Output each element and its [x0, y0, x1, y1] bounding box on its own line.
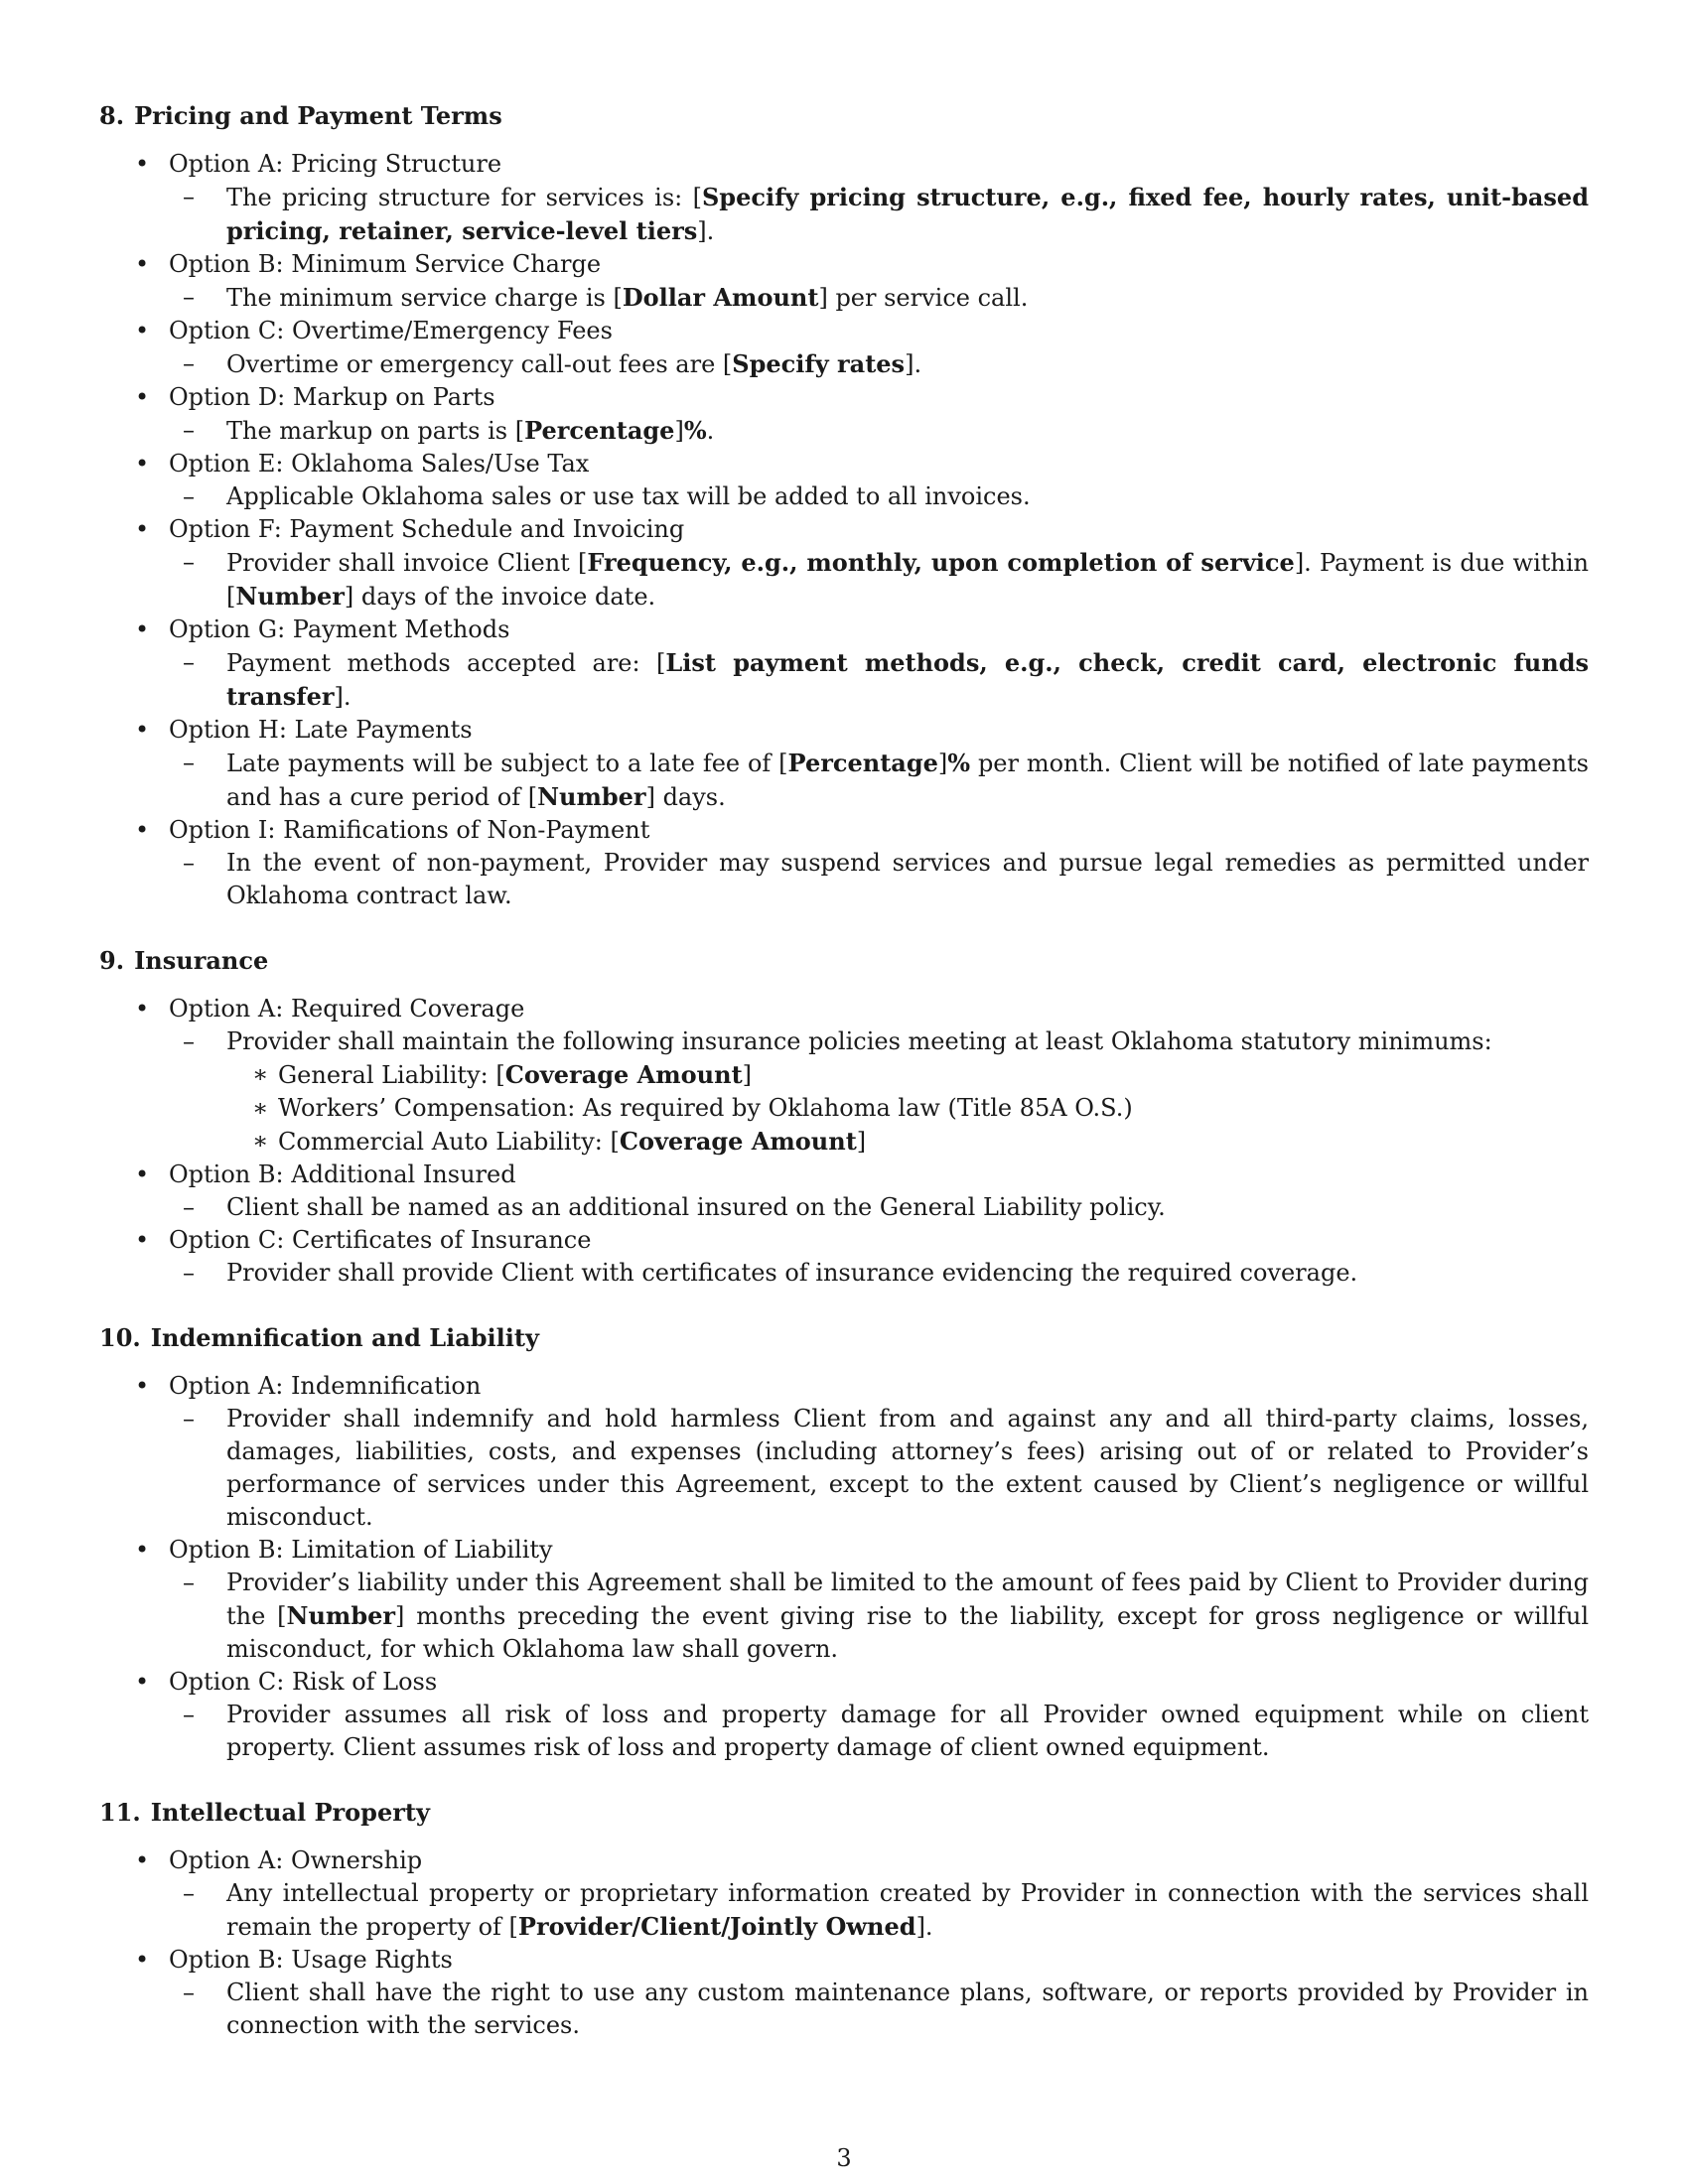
bullet-icon: •: [135, 816, 150, 844]
clause-item: [169, 181, 1589, 248]
clause-item: [169, 546, 1589, 614]
bullet-icon: •: [135, 150, 150, 178]
clause-text: Provider’s liability under this Agreement shall be limited to the amount of fees paid by Client to Provider during the [Number] months preceding the event giving rise to the liability, except for gross negligence or willful misconduct, for which Oklahoma law shall govern.: [226, 1569, 1590, 1663]
dash-icon: –: [183, 1879, 195, 1907]
option-list: [99, 1844, 1589, 2042]
section-number: 9.: [99, 946, 125, 975]
document-page: [99, 99, 1589, 2074]
clause-text: Payment methods accepted are: [List payment methods, e.g., check, credit card, electronic funds transfer].: [226, 648, 1589, 711]
dash-icon: –: [183, 349, 195, 377]
option-item: [99, 148, 1589, 248]
clause-text: Provider shall indemnify and hold harmless Client from and against any and all third-party claims, losses, damages, liabilities, costs, and expenses (including attorney’s fees) arising out of or related to Provider’s performance of services under this Agreement, except to the extent caused by Client’s negligence or willful misconduct.: [226, 1405, 1589, 1531]
option-label: Option C: Risk of Loss: [169, 1668, 438, 1696]
asterisk-icon: ∗: [252, 1094, 269, 1122]
coverage-item: [226, 1125, 1589, 1159]
option-item: [99, 814, 1589, 912]
bullet-icon: •: [135, 1160, 150, 1188]
option-item: [99, 1534, 1589, 1666]
coverage-text: General Liability: [Coverage Amount]: [278, 1060, 753, 1089]
option-label: Option A: Ownership: [169, 1846, 423, 1874]
clause-list: [169, 181, 1589, 248]
dash-icon: –: [183, 283, 195, 311]
dash-icon: –: [183, 749, 195, 776]
coverage-item: [226, 1092, 1589, 1125]
dash-icon: –: [183, 1701, 195, 1728]
dash-icon: –: [183, 482, 195, 510]
dash-icon: –: [183, 1979, 195, 2006]
asterisk-icon: ∗: [252, 1127, 269, 1155]
dash-icon: –: [183, 416, 195, 444]
clause-item: [169, 414, 1589, 448]
clause-item: [169, 1025, 1589, 1159]
clause-list: [169, 1567, 1589, 1666]
dash-icon: –: [183, 648, 195, 676]
clause-item: [169, 1403, 1589, 1534]
clause-text: Client shall have the right to use any custom maintenance plans, software, or reports provided by Provider in connection with the services.: [226, 1979, 1589, 2039]
clause-text: The pricing structure for services is: [Specify pricing structure, e.g., fixed fee, hourly rates, unit-based pricing, retainer, service-level tiers].: [226, 183, 1589, 245]
section-title: Intellectual Property: [150, 1798, 430, 1827]
clause-text: Provider shall invoice Client [Frequency, e.g., monthly, upon completion of service]. Payment is due within [Number] days of the invoice date.: [226, 548, 1590, 611]
option-item: [99, 248, 1589, 315]
option-label: Option A: Indemnification: [169, 1372, 482, 1400]
clause-item: [169, 281, 1589, 315]
option-label: Option B: Minimum Service Charge: [169, 250, 602, 278]
coverage-text: Commercial Auto Liability: [Coverage Amount]: [278, 1127, 867, 1156]
dash-icon: –: [183, 1569, 195, 1596]
bullet-icon: •: [135, 1226, 150, 1254]
section-number: 11.: [99, 1798, 141, 1827]
option-label: Option B: Limitation of Liability: [169, 1536, 553, 1564]
bullet-icon: •: [135, 1372, 150, 1400]
clause-text: Any intellectual property or proprietary information created by Provider in connection with the services shall remain the property of [Provider/Client/Jointly Owned].: [226, 1879, 1589, 1941]
section-number: 10.: [99, 1323, 141, 1352]
clause-item: [169, 847, 1589, 912]
section-8: [99, 99, 1589, 912]
clause-list: [169, 1257, 1589, 1290]
option-label: Option H: Late Payments: [169, 716, 473, 744]
clause-text: The minimum service charge is [Dollar Amount] per service call.: [226, 283, 1029, 312]
option-label: Option B: Usage Rights: [169, 1946, 453, 1974]
dash-icon: –: [183, 1259, 195, 1287]
bullet-icon: •: [135, 1846, 150, 1874]
page-number: 3: [836, 2144, 852, 2172]
section-11: [99, 1796, 1589, 2042]
option-item: [99, 1370, 1589, 1534]
coverage-text: Workers’ Compensation: As required by Oklahoma law (Title 85A O.S.): [278, 1094, 1133, 1122]
option-item: [99, 993, 1589, 1159]
clause-list: [169, 347, 1589, 381]
option-label: Option F: Payment Schedule and Invoicing: [169, 515, 685, 543]
bullet-icon: •: [135, 383, 150, 411]
bullet-icon: •: [135, 1946, 150, 1974]
clause-list: [169, 646, 1589, 714]
option-item: [99, 614, 1589, 714]
option-item: [99, 513, 1589, 614]
option-label: Option C: Overtime/Emergency Fees: [169, 317, 613, 344]
option-item: [99, 1666, 1589, 1764]
option-list: [99, 1370, 1589, 1764]
clause-item: [169, 646, 1589, 714]
clause-text: Provider shall maintain the following insurance policies meeting at least Oklahoma statutory minimums:: [226, 1027, 1492, 1055]
dash-icon: –: [183, 548, 195, 576]
dash-icon: –: [183, 183, 195, 210]
clause-text: The markup on parts is [Percentage]%.: [226, 416, 715, 445]
bullet-icon: •: [135, 250, 150, 278]
section-heading: [99, 1796, 1589, 1829]
clause-list: [169, 1977, 1589, 2042]
bullet-icon: •: [135, 716, 150, 744]
clause-item: [169, 747, 1589, 814]
option-label: Option A: Pricing Structure: [169, 150, 502, 178]
option-list: [99, 993, 1589, 1290]
clause-item: [169, 1567, 1589, 1666]
clause-text: Provider shall provide Client with certificates of insurance evidencing the required coverage.: [226, 1259, 1358, 1287]
option-label: Option E: Oklahoma Sales/Use Tax: [169, 450, 590, 478]
section-title: Pricing and Payment Terms: [134, 101, 502, 130]
clause-item: [169, 1977, 1589, 2042]
option-item: [99, 448, 1589, 513]
clause-list: [169, 847, 1589, 912]
section-heading: [99, 944, 1589, 977]
section-heading: [99, 1321, 1589, 1354]
bullet-icon: •: [135, 515, 150, 543]
coverage-list: [226, 1058, 1589, 1159]
clause-item: [169, 1191, 1589, 1224]
dash-icon: –: [183, 1405, 195, 1433]
option-item: [99, 1944, 1589, 2042]
option-item: [99, 1844, 1589, 1944]
bullet-icon: •: [135, 615, 150, 643]
clause-list: [169, 281, 1589, 315]
section-heading: [99, 99, 1589, 132]
section-9: [99, 944, 1589, 1290]
option-item: [99, 381, 1589, 448]
clause-item: [169, 1257, 1589, 1290]
option-label: Option I: Ramifications of Non-Payment: [169, 816, 650, 844]
clause-item: [169, 347, 1589, 381]
clause-list: [169, 1025, 1589, 1159]
option-label: Option A: Required Coverage: [169, 995, 525, 1023]
option-item: [99, 1224, 1589, 1290]
option-item: [99, 714, 1589, 814]
option-label: Option B: Additional Insured: [169, 1160, 516, 1188]
clause-list: [169, 1699, 1589, 1764]
clause-text: Late payments will be subject to a late fee of [Percentage]% per month. Client will be notified of late payments and has a cure period of [Number] days.: [226, 749, 1589, 811]
clause-list: [169, 414, 1589, 448]
dash-icon: –: [183, 1193, 195, 1221]
clause-item: [169, 1877, 1589, 1944]
section-number: 8.: [99, 101, 125, 130]
option-label: Option D: Markup on Parts: [169, 383, 495, 411]
bullet-icon: •: [135, 995, 150, 1023]
section-title: Indemnification and Liability: [150, 1323, 539, 1352]
clause-text: In the event of non-payment, Provider may suspend services and pursue legal remedies as permitted under Oklahoma contract law.: [226, 849, 1589, 909]
clause-list: [169, 1877, 1589, 1944]
bullet-icon: •: [135, 1668, 150, 1696]
asterisk-icon: ∗: [252, 1060, 269, 1088]
option-label: Option G: Payment Methods: [169, 615, 510, 643]
dash-icon: –: [183, 1027, 195, 1055]
bullet-icon: •: [135, 1536, 150, 1564]
coverage-item: [226, 1058, 1589, 1092]
section-title: Insurance: [134, 946, 269, 975]
clause-list: [169, 480, 1589, 513]
clause-list: [169, 546, 1589, 614]
clause-text: Applicable Oklahoma sales or use tax will be added to all invoices.: [226, 482, 1031, 510]
clause-list: [169, 1403, 1589, 1534]
clause-list: [169, 747, 1589, 814]
bullet-icon: •: [135, 450, 150, 478]
section-10: [99, 1321, 1589, 1764]
clause-list: [169, 1191, 1589, 1224]
clause-item: [169, 1699, 1589, 1764]
dash-icon: –: [183, 849, 195, 877]
option-item: [99, 1159, 1589, 1224]
clause-item: [169, 480, 1589, 513]
clause-text: Provider assumes all risk of loss and property damage for all Provider owned equipment while on client property. Client assumes risk of loss and property damage of client owned equipment.: [226, 1701, 1589, 1761]
option-item: [99, 315, 1589, 381]
clause-text: Client shall be named as an additional insured on the General Liability policy.: [226, 1193, 1166, 1221]
option-label: Option C: Certificates of Insurance: [169, 1226, 592, 1254]
bullet-icon: •: [135, 317, 150, 344]
clause-text: Overtime or emergency call-out fees are [Specify rates].: [226, 349, 922, 378]
option-list: [99, 148, 1589, 912]
